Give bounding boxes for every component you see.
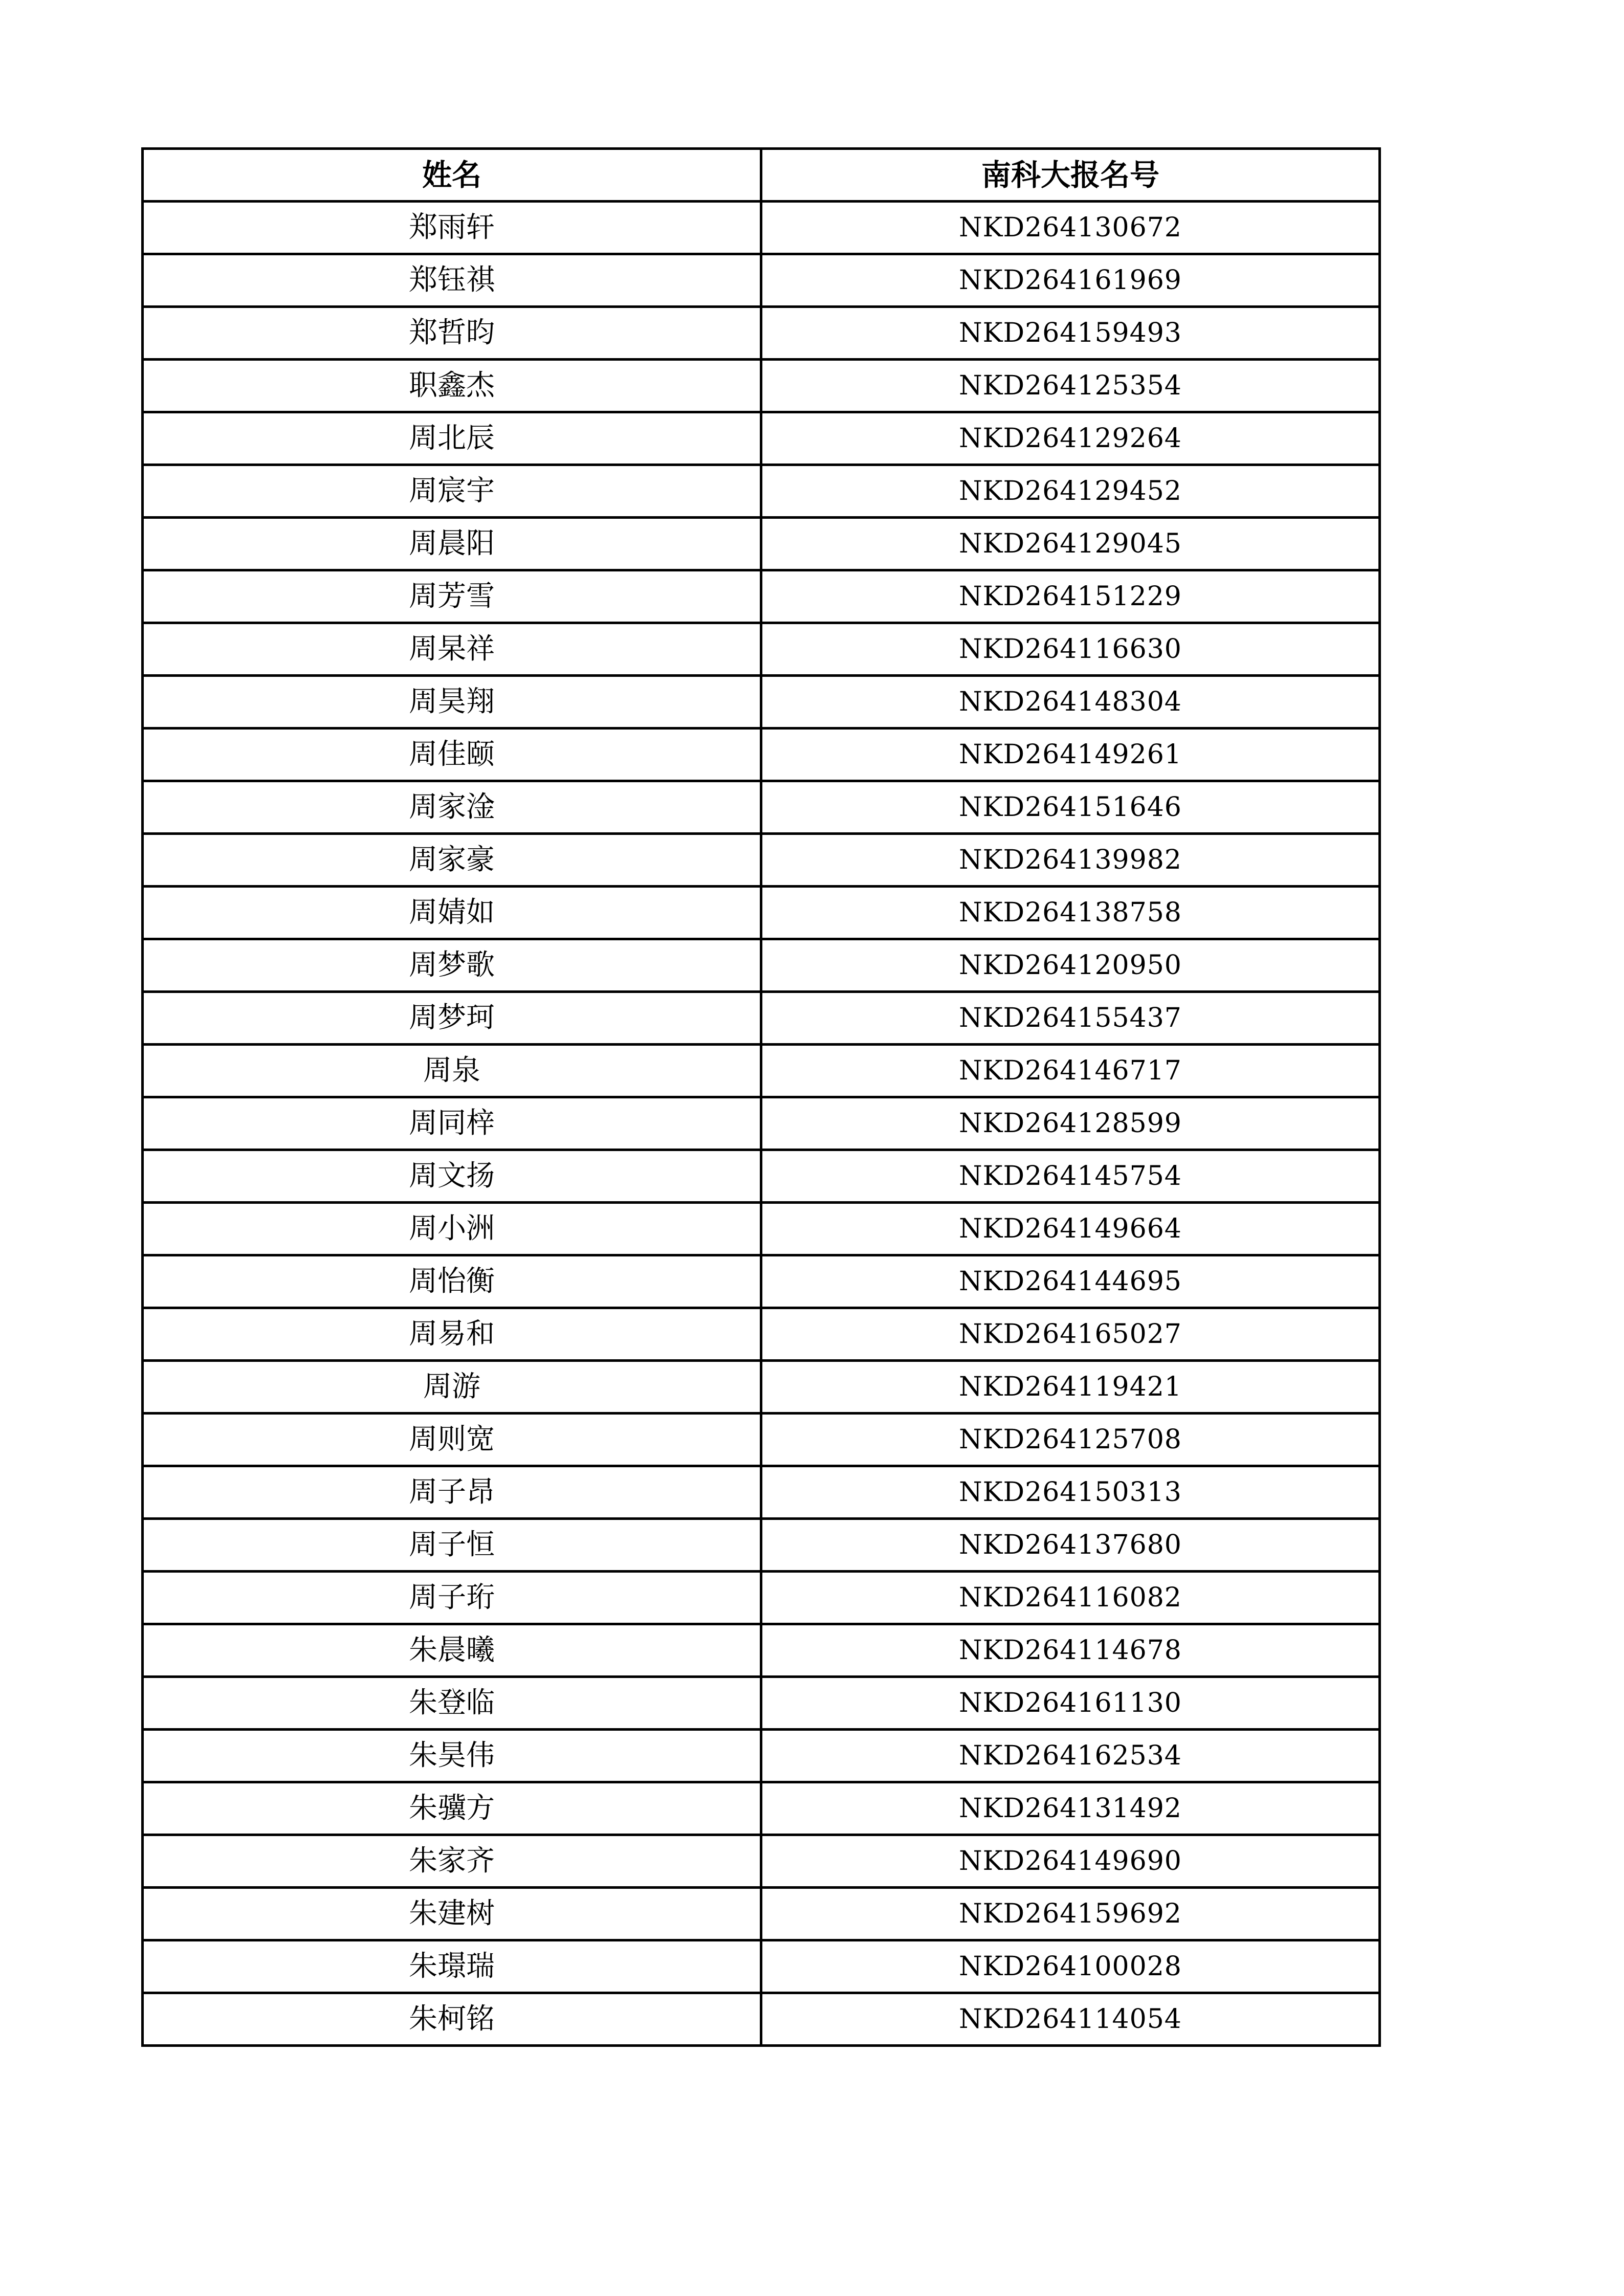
cell-registration-id: NKD264129452 — [761, 465, 1380, 518]
cell-registration-id: NKD264125708 — [761, 1414, 1380, 1466]
cell-name: 周宸宇 — [143, 465, 761, 518]
table-row — [143, 728, 1380, 781]
cell-registration-id: NKD264161969 — [761, 254, 1380, 307]
column-header-name: 姓名 — [143, 149, 761, 202]
table-row — [143, 1624, 1380, 1677]
table-row — [143, 1203, 1380, 1255]
table-row — [143, 570, 1380, 623]
cell-registration-id: NKD264161130 — [761, 1677, 1380, 1730]
table-row — [143, 676, 1380, 728]
cell-registration-id: NKD264151646 — [761, 781, 1380, 834]
table-row — [143, 1519, 1380, 1572]
cell-name: 朱晨曦 — [143, 1624, 761, 1677]
table-row — [143, 360, 1380, 412]
cell-registration-id: NKD264114678 — [761, 1624, 1380, 1677]
cell-name: 周晨阳 — [143, 518, 761, 570]
cell-name: 周家豪 — [143, 834, 761, 887]
cell-name: 周昊翔 — [143, 676, 761, 728]
table-row — [143, 1255, 1380, 1308]
cell-registration-id: NKD264131492 — [761, 1782, 1380, 1835]
table-row — [143, 412, 1380, 465]
table-row — [143, 1414, 1380, 1466]
cell-registration-id: NKD264139982 — [761, 834, 1380, 887]
cell-name: 周泉 — [143, 1045, 761, 1097]
cell-name: 周游 — [143, 1361, 761, 1414]
cell-registration-id: NKD264130672 — [761, 202, 1380, 254]
cell-name: 职鑫杰 — [143, 360, 761, 412]
cell-registration-id: NKD264125354 — [761, 360, 1380, 412]
cell-name: 周家淦 — [143, 781, 761, 834]
table-row — [143, 623, 1380, 676]
cell-registration-id: NKD264129045 — [761, 518, 1380, 570]
cell-registration-id: NKD264129264 — [761, 412, 1380, 465]
cell-name: 朱昊伟 — [143, 1730, 761, 1782]
cell-name: 周则宽 — [143, 1414, 761, 1466]
table-row — [143, 834, 1380, 887]
cell-name: 郑钰祺 — [143, 254, 761, 307]
table-row — [143, 1677, 1380, 1730]
roster-sheet — [141, 147, 1378, 2047]
table-row — [143, 939, 1380, 992]
table-row — [143, 1150, 1380, 1203]
cell-name: 周佳颐 — [143, 728, 761, 781]
table-row — [143, 254, 1380, 307]
table-body — [143, 202, 1380, 2046]
cell-registration-id: NKD264128599 — [761, 1097, 1380, 1150]
cell-registration-id: NKD264159493 — [761, 307, 1380, 360]
cell-registration-id: NKD264149664 — [761, 1203, 1380, 1255]
table-row — [143, 518, 1380, 570]
cell-registration-id: NKD264149261 — [761, 728, 1380, 781]
cell-registration-id: NKD264137680 — [761, 1519, 1380, 1572]
cell-registration-id: NKD264144695 — [761, 1255, 1380, 1308]
cell-name: 周怡衡 — [143, 1255, 761, 1308]
cell-registration-id: NKD264151229 — [761, 570, 1380, 623]
cell-registration-id: NKD264100028 — [761, 1940, 1380, 1993]
table-row — [143, 1888, 1380, 1940]
cell-name: 周梦珂 — [143, 992, 761, 1045]
cell-registration-id: NKD264146717 — [761, 1045, 1380, 1097]
table-header — [143, 149, 1380, 202]
cell-name: 周子珩 — [143, 1572, 761, 1624]
table-row — [143, 1572, 1380, 1624]
cell-registration-id: NKD264165027 — [761, 1308, 1380, 1361]
cell-name: 郑哲昀 — [143, 307, 761, 360]
cell-registration-id: NKD264148304 — [761, 676, 1380, 728]
cell-name: 朱登临 — [143, 1677, 761, 1730]
cell-name: 周梦歌 — [143, 939, 761, 992]
table-row — [143, 992, 1380, 1045]
cell-registration-id: NKD264145754 — [761, 1150, 1380, 1203]
roster-table — [141, 147, 1381, 2047]
cell-registration-id: NKD264149690 — [761, 1835, 1380, 1888]
cell-name: 周北辰 — [143, 412, 761, 465]
table-row — [143, 1835, 1380, 1888]
cell-registration-id: NKD264138758 — [761, 887, 1380, 939]
cell-name: 周子昂 — [143, 1466, 761, 1519]
cell-name: 朱家齐 — [143, 1835, 761, 1888]
cell-name: 朱璟瑞 — [143, 1940, 761, 1993]
column-header-id: 南科大报名号 — [761, 149, 1380, 202]
table-row — [143, 202, 1380, 254]
table-row — [143, 1361, 1380, 1414]
table-row — [143, 1730, 1380, 1782]
cell-name: 周芳雪 — [143, 570, 761, 623]
cell-registration-id: NKD264150313 — [761, 1466, 1380, 1519]
cell-name: 朱骥方 — [143, 1782, 761, 1835]
cell-registration-id: NKD264114054 — [761, 1993, 1380, 2046]
table-row — [143, 465, 1380, 518]
cell-name: 周小洲 — [143, 1203, 761, 1255]
table-row — [143, 1940, 1380, 1993]
table-row — [143, 887, 1380, 939]
cell-name: 周易和 — [143, 1308, 761, 1361]
cell-name: 周文扬 — [143, 1150, 761, 1203]
cell-name: 周同梓 — [143, 1097, 761, 1150]
cell-registration-id: NKD264159692 — [761, 1888, 1380, 1940]
cell-name: 朱建树 — [143, 1888, 761, 1940]
table-row — [143, 1993, 1380, 2046]
header-row — [143, 149, 1380, 202]
table-row — [143, 307, 1380, 360]
cell-registration-id: NKD264162534 — [761, 1730, 1380, 1782]
table-row — [143, 1782, 1380, 1835]
table-row — [143, 781, 1380, 834]
cell-registration-id: NKD264119421 — [761, 1361, 1380, 1414]
table-row — [143, 1097, 1380, 1150]
cell-registration-id: NKD264120950 — [761, 939, 1380, 992]
cell-name: 周杲祥 — [143, 623, 761, 676]
cell-registration-id: NKD264116082 — [761, 1572, 1380, 1624]
cell-registration-id: NKD264155437 — [761, 992, 1380, 1045]
cell-name: 郑雨轩 — [143, 202, 761, 254]
cell-name: 朱柯铭 — [143, 1993, 761, 2046]
cell-name: 周婧如 — [143, 887, 761, 939]
table-row — [143, 1308, 1380, 1361]
table-row — [143, 1045, 1380, 1097]
cell-name: 周子恒 — [143, 1519, 761, 1572]
cell-registration-id: NKD264116630 — [761, 623, 1380, 676]
table-row — [143, 1466, 1380, 1519]
